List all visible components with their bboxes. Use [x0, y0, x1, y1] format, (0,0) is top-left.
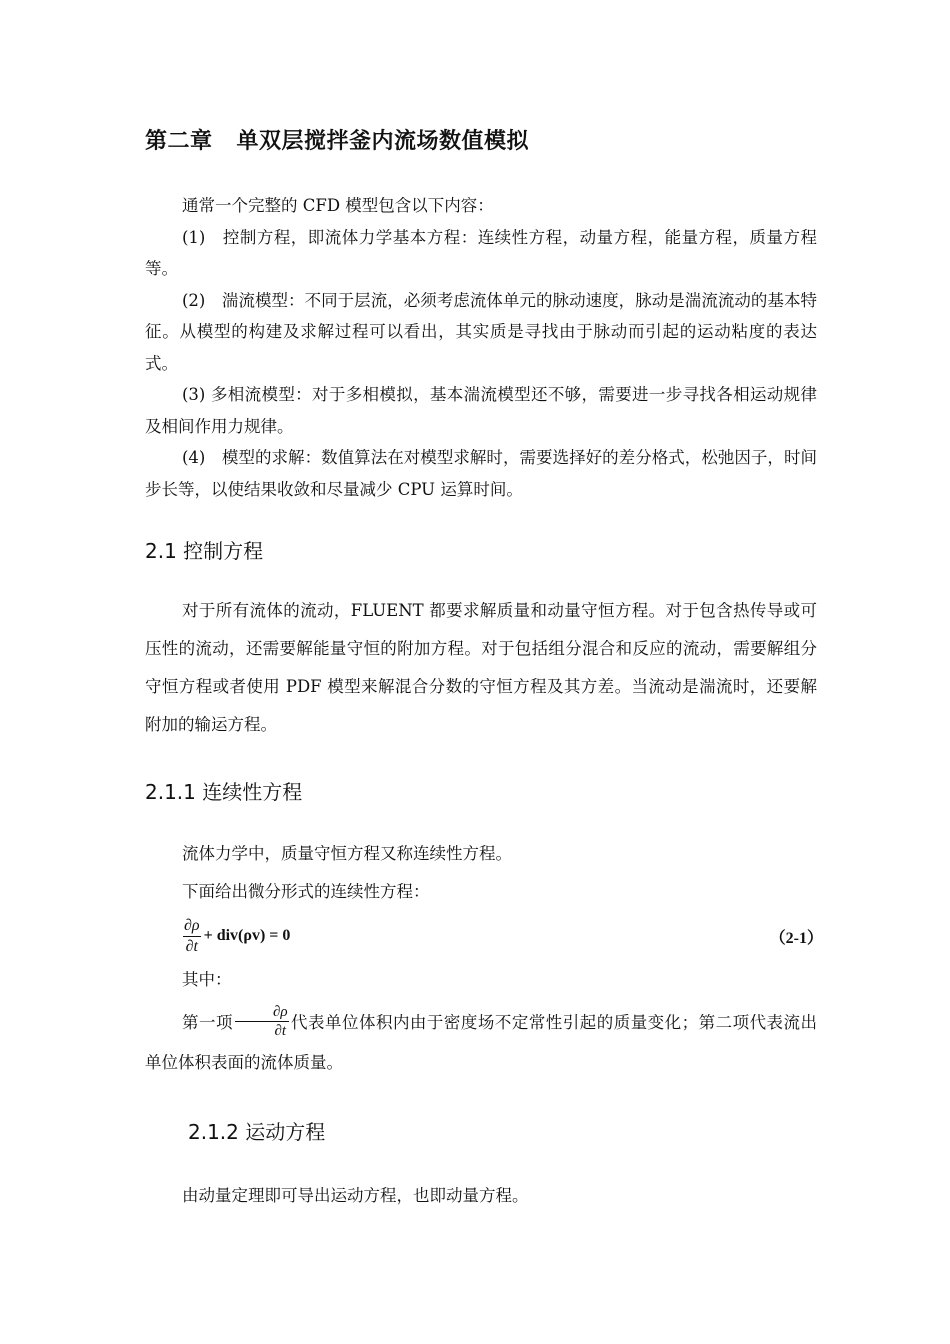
motion-line-1: 由动量定理即可导出运动方程，也即动量方程。 — [182, 1186, 529, 1205]
section-heading-2-1-1: 2.1.1 连续性方程 — [145, 780, 303, 804]
equation-numerator: ∂ρ — [183, 916, 201, 937]
explanation-before: 第一项 — [182, 1013, 233, 1032]
intro-lead: 通常一个完整的 CFD 模型包含以下内容： — [182, 196, 494, 215]
section-heading-2-1: 2.1 控制方程 — [145, 539, 264, 563]
intro-block — [145, 190, 817, 505]
intro-item-1: (1) 控制方程，即流体力学基本方程：连续性方程，动量方程，能量方程，质量方程等。 — [145, 227, 817, 278]
explanation-denominator: ∂t — [274, 1023, 287, 1039]
intro-item-3: (3) 多相流模型：对于多相模拟，基本湍流模型还不够，需要进一步寻找各相运动规律及相间作用力规律。 — [145, 385, 817, 436]
equation-denominator: ∂t — [185, 937, 198, 955]
intro-item-4: (4) 模型的求解：数值算法在对模型求解时，需要选择好的差分格式，松弛因子，时间步长等，以使结果收敛和尽量减少 CPU 运算时间。 — [145, 448, 817, 499]
continuity-line-1: 流体力学中，质量守恒方程又称连续性方程。 — [182, 844, 512, 863]
chapter-number: 第二章 — [145, 129, 213, 154]
chapter-name: 单双层搅拌釜内流场数值模拟 — [236, 129, 530, 154]
where-label: 其中： — [182, 970, 232, 989]
continuity-line-2: 下面给出微分形式的连续性方程： — [182, 882, 430, 901]
section-2-1-body — [145, 592, 817, 744]
intro-item-2: (2) 湍流模型：不同于层流，必须考虑流体单元的脉动速度，脉动是湍流流动的基本特征。从模型的构建及求解过程可以看出，其实质是寻找由于脉动而引起的运动粘度的表达式。 — [145, 290, 817, 373]
continuity-equation — [183, 912, 290, 960]
chapter-title — [145, 124, 529, 155]
explanation-fraction — [235, 1003, 289, 1040]
explanation-paragraph — [145, 1003, 817, 1083]
equation-number: （2-1） — [769, 930, 823, 947]
equation-fraction — [183, 916, 201, 957]
explanation-after: 代表单位体积内由于密度场不定常性引起的质量变化；第二项代表流出单位体积表面的流体质量。 — [145, 1013, 818, 1072]
explanation-numerator: ∂ρ — [235, 1003, 289, 1022]
equation-rest: + div(ρv) = 0 — [203, 927, 291, 944]
section-2-1-paragraph: 对于所有流体的流动，FLUENT 都要求解质量和动量守恒方程。对于包含热传导或可压性的流动，还需要解能量守恒的附加方程。对于包括组分混合和反应的流动，需要解组分守恒方程或者使用 PDF 模型来解混合分数的守恒方程及其方差。当流动是湍流时，还要解附加的输运方程。 — [145, 601, 817, 734]
continuity-explanation — [145, 1003, 817, 1083]
section-heading-2-1-2: 2.1.2 运动方程 — [188, 1120, 326, 1144]
